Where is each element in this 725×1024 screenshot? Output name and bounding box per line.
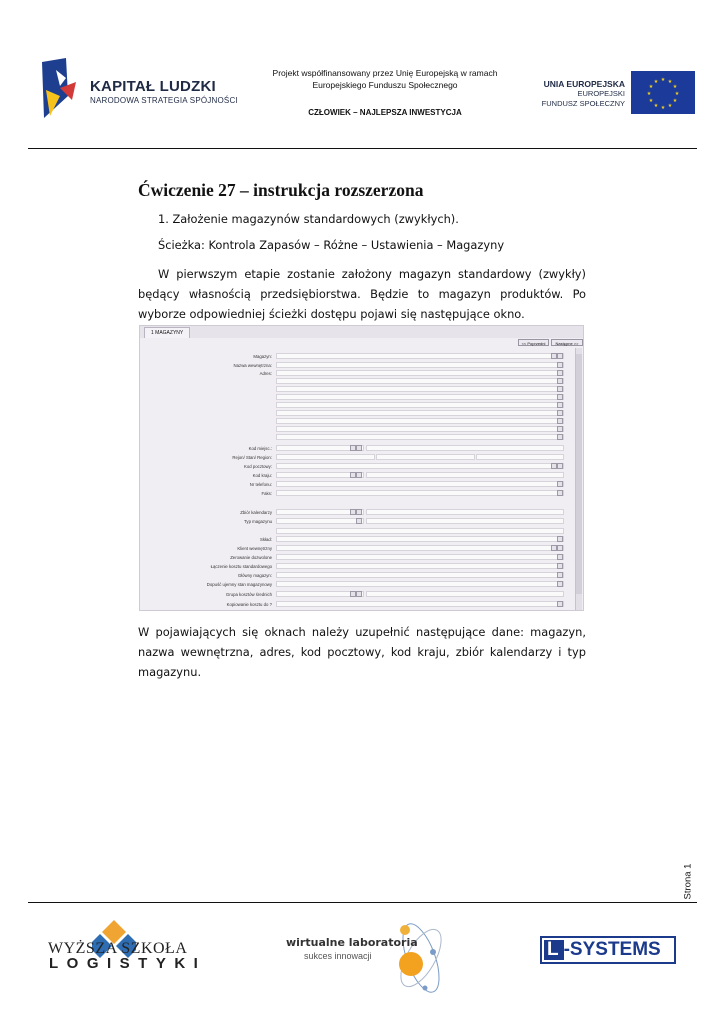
field-label: Główny magazyn: [237, 573, 272, 578]
project-line-1: Projekt współfinansowany przez Unię Europejską w ramach [272, 68, 498, 78]
field-lookup-button[interactable] [557, 402, 563, 408]
field-lookup-button[interactable] [557, 601, 563, 607]
field-lookup-button[interactable] [557, 434, 563, 440]
field-label: Faks: [261, 491, 272, 496]
field-lookup-button[interactable] [557, 563, 563, 569]
field-label: Klient wewnętrzny [237, 546, 272, 551]
field-label: Skład: [260, 537, 272, 542]
eu-line-1: UNIA EUROPEJSKA [543, 79, 625, 89]
menu-path: Ścieżka: Kontrola Zapasów – Różne – Ustawienia – Magazyny [158, 238, 505, 252]
field-label: Kopiowanie kosztu do ? [226, 602, 272, 607]
eu-text [520, 79, 625, 109]
field-input[interactable] [276, 545, 564, 551]
field-input[interactable] [276, 572, 564, 578]
field-input[interactable] [276, 481, 564, 487]
field-lookup-button[interactable] [356, 509, 362, 515]
svg-text:★: ★ [667, 79, 673, 85]
kapital-ludzki-title: KAPITAŁ LUDZKI [90, 78, 216, 95]
field-input[interactable] [276, 536, 564, 542]
field-lookup-button[interactable] [557, 545, 563, 551]
field-label: Nr telefonu: [249, 482, 272, 487]
intro-text: W pierwszym etapie zostanie założony magazyn standardowy (zwykły) będący własnością przedsiębiorstwa. Będzie to magazyn produktów. Po wyborze odpowiedniej ścieżki dostępu pojawi się następujące okno. [138, 267, 586, 321]
tab-magazyny[interactable]: 1 MAGAZYNY [144, 327, 190, 338]
field-input[interactable] [276, 463, 564, 469]
field-lookup-button[interactable] [557, 353, 563, 359]
intro-paragraph [138, 264, 586, 324]
eu-flag-icon [631, 71, 695, 114]
svg-text:★: ★ [648, 84, 654, 90]
field-input[interactable] [366, 518, 564, 524]
field-input[interactable] [276, 554, 564, 560]
svg-text:★: ★ [674, 91, 680, 97]
wsl-line-1: WYŻSZA SZKOŁA [48, 940, 188, 957]
svg-text:★: ★ [653, 79, 659, 85]
field-input[interactable] [276, 528, 564, 534]
svg-text:★: ★ [646, 91, 652, 97]
field-lookup-button[interactable] [557, 481, 563, 487]
l-systems-logo [540, 936, 676, 964]
warehouse-form-screenshot [139, 325, 584, 611]
field-lookup-button[interactable] [356, 472, 362, 478]
wl-title: wirtualne laboratoria [286, 936, 418, 949]
field-lookup-button[interactable] [557, 370, 563, 376]
field-input[interactable] [276, 418, 564, 424]
svg-text:★: ★ [648, 98, 654, 104]
field-label: Nazwa wewnętrzna: [233, 363, 272, 368]
field-lookup-button[interactable] [557, 554, 563, 560]
header-divider [28, 148, 697, 149]
svg-text:★: ★ [672, 98, 678, 104]
field-lookup-button[interactable] [557, 378, 563, 384]
l-systems-letter: L [547, 939, 559, 960]
field-input[interactable] [276, 394, 564, 400]
field-lookup-button[interactable] [557, 418, 563, 424]
field-label: Typ magazynu [244, 519, 272, 524]
field-label: Kod kraju: [252, 473, 272, 478]
field-input[interactable] [366, 591, 564, 597]
field-lookup-button[interactable] [557, 410, 563, 416]
field-lookup-button[interactable] [557, 536, 563, 542]
svg-text:★: ★ [667, 103, 673, 109]
svg-text:★: ★ [660, 77, 666, 83]
field-input[interactable] [276, 386, 564, 392]
svg-text:★: ★ [672, 84, 678, 90]
field-input[interactable] [276, 426, 564, 432]
page-number: Strona 1 [682, 863, 694, 900]
field-lookup-button[interactable] [356, 518, 362, 524]
field-label: Zbiór kalendarzy [240, 510, 272, 515]
eu-line-2: EUROPEJSKI [577, 89, 625, 98]
field-input[interactable] [276, 490, 564, 496]
field-input[interactable] [276, 410, 564, 416]
l-systems-text [545, 938, 661, 962]
eu-line-3: FUNDUSZ SPOŁECZNY [541, 99, 625, 108]
step-1: 1. Założenie magazynów standardowych (zwykłych). [158, 212, 459, 226]
svg-text:★: ★ [653, 103, 659, 109]
field-label: Łączenie kosztu standardowego [210, 564, 272, 569]
field-lookup-button[interactable] [557, 362, 563, 368]
document-title: Ćwiczenie 27 – instrukcja rozszerzona [138, 180, 424, 200]
footer-divider [28, 902, 697, 903]
field-input[interactable] [276, 518, 364, 524]
field-input[interactable] [276, 353, 564, 359]
field-label: Kod miejsc.: [248, 446, 272, 451]
kapital-ludzki-subtitle: NARODOWA STRATEGIA SPÓJNOŚCI [90, 96, 238, 105]
field-input[interactable] [476, 454, 564, 460]
field-label: Adres: [259, 371, 272, 376]
field-lookup-button[interactable] [557, 426, 563, 432]
field-label: Magazyn: [253, 354, 272, 359]
field-input[interactable] [276, 362, 564, 368]
svg-text:★: ★ [660, 105, 666, 111]
field-label: Rejon/ Stan/ Region: [232, 455, 272, 460]
field-input[interactable] [276, 402, 564, 408]
field-lookup-button[interactable] [356, 445, 362, 451]
field-input[interactable] [276, 370, 564, 376]
field-lookup-button[interactable] [557, 394, 563, 400]
field-input[interactable] [276, 454, 375, 460]
next-button[interactable]: Następne >> [551, 339, 583, 346]
field-lookup-button[interactable] [356, 591, 362, 597]
field-label: Grupa kosztów średnich [225, 592, 272, 597]
field-lookup-button[interactable] [557, 581, 563, 587]
field-input[interactable] [366, 472, 564, 478]
tab-bar [140, 326, 584, 338]
field-label: Dopuść ujemny stan magazynowy [206, 582, 272, 587]
field-input[interactable] [276, 434, 564, 440]
scrollbar-thumb[interactable] [576, 354, 582, 594]
field-lookup-button[interactable] [557, 386, 563, 392]
field-input[interactable] [276, 378, 564, 384]
field-input[interactable] [366, 509, 564, 515]
page-number-wrap [681, 846, 695, 926]
slogan: CZŁOWIEK – NAJLEPSZA INWESTYCJA [308, 108, 462, 117]
wl-subtitle: sukces innowacji [304, 951, 372, 961]
field-input[interactable] [276, 563, 564, 569]
field-lookup-button[interactable] [557, 490, 563, 496]
outro-paragraph: W pojawiających się oknach należy uzupełnić następujące dane: magazyn, nazwa wewnętrzna, adres, kod pocztowy, kod kraju, zbiór kalendarzy i typ magazynu. [138, 625, 586, 679]
previous-button[interactable]: << Poprzedni [518, 339, 549, 346]
field-input[interactable] [376, 454, 475, 460]
field-label: Zerowanie dozwolone [230, 555, 272, 560]
field-input[interactable] [276, 581, 564, 587]
field-input[interactable] [366, 445, 564, 451]
field-lookup-button[interactable] [557, 572, 563, 578]
l-systems-rest: -SYSTEMS [563, 939, 661, 960]
project-line-2: Europejskiego Funduszu Społecznego [312, 80, 458, 90]
field-lookup-button[interactable] [557, 463, 563, 469]
wl-atom-icon [385, 918, 457, 998]
field-input[interactable] [276, 601, 564, 607]
scrollbar[interactable] [575, 348, 582, 610]
field-label: Kod pocztowy: [244, 464, 272, 469]
wsl-line-2: LOGISTYKI [49, 955, 207, 972]
